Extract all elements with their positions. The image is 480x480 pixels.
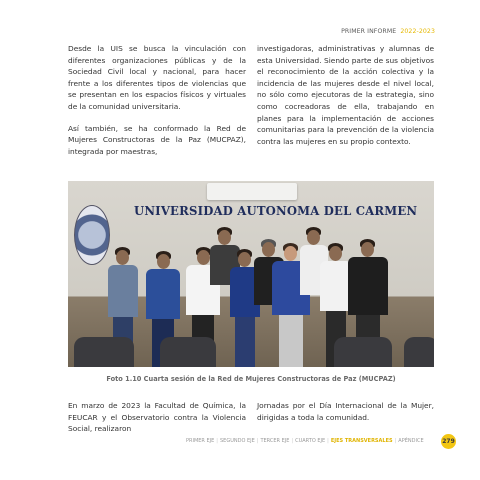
paragraph: Jornadas por el Día Internacional de la Mujer, dirigidas a toda la comunidad. [257, 401, 434, 422]
left-column [68, 43, 246, 167]
paragraph: Desde la UIS se busca la vinculación con diferentes organizaciones públicas y de la Sociedad Civil local y nacional, para hacer frente a los diferentes tipos de violencias que se presentan en los espacios físicos y virtuales de la comunidad universitaria. [68, 44, 246, 111]
wall-sign: UNIVERSIDAD AUTONOMA DEL CARMEN [134, 203, 418, 218]
footer-nav-item[interactable]: CUARTO EJE [295, 438, 326, 444]
group-photo [68, 181, 434, 367]
paragraph: investigadoras, administrativas y alumnas de esta Universidad. Siendo parte de sus objetivos el reconocimiento de la acción colectiva y la incidencia de las mujeres desde el nivel local, no sólo como ejecutoras de la estrategia, sino como cocreadoras de ella, trabajando en planes para la implementación de acciones comunitarias para la prevención de la violencia contra las mujeres en su propio contexto. [257, 44, 434, 146]
chair [74, 337, 134, 367]
photo-caption: Foto 1.10 Cuarta sesión de la Red de Mujeres Constructoras de Paz (MUCPAZ) [106, 375, 396, 383]
footer-nav-item[interactable]: EJES TRANSVERSALES [330, 438, 393, 444]
report-title: PRIMER INFORME [341, 28, 397, 35]
paragraph: En marzo de 2023 la Facultad de Química, la FEUCAR y el Observatorio contra la Violencia Social, realizaron [68, 401, 246, 434]
footer-separator: | [394, 438, 397, 444]
chair [404, 337, 434, 367]
footer-separator: | [327, 438, 329, 444]
footer-nav-item[interactable]: TERCER EJE [260, 438, 290, 444]
footer-navigation [184, 438, 426, 444]
footer-nav-item[interactable]: PRIMER EJE [186, 438, 215, 444]
footer-separator: | [291, 438, 294, 444]
footer-separator: | [256, 438, 259, 444]
footer-separator: | [216, 438, 218, 444]
chair [160, 337, 216, 367]
bottom-right-column [257, 400, 434, 433]
footer-nav-item[interactable]: SEGUNDO EJE [219, 438, 255, 444]
right-column [257, 43, 434, 157]
air-conditioner [207, 183, 297, 200]
university-seal-icon [74, 205, 110, 265]
report-period: 2022-2023 [400, 28, 435, 35]
paragraph: Así también, se ha conformado la Red de Mujeres Constructoras de la Paz (MUCPAZ), integrada por maestras, [68, 123, 246, 156]
chair [334, 337, 392, 367]
page-number: 279 [441, 434, 456, 449]
footer-nav-item[interactable]: APÉNDICE [398, 438, 424, 444]
page-header [341, 28, 435, 35]
